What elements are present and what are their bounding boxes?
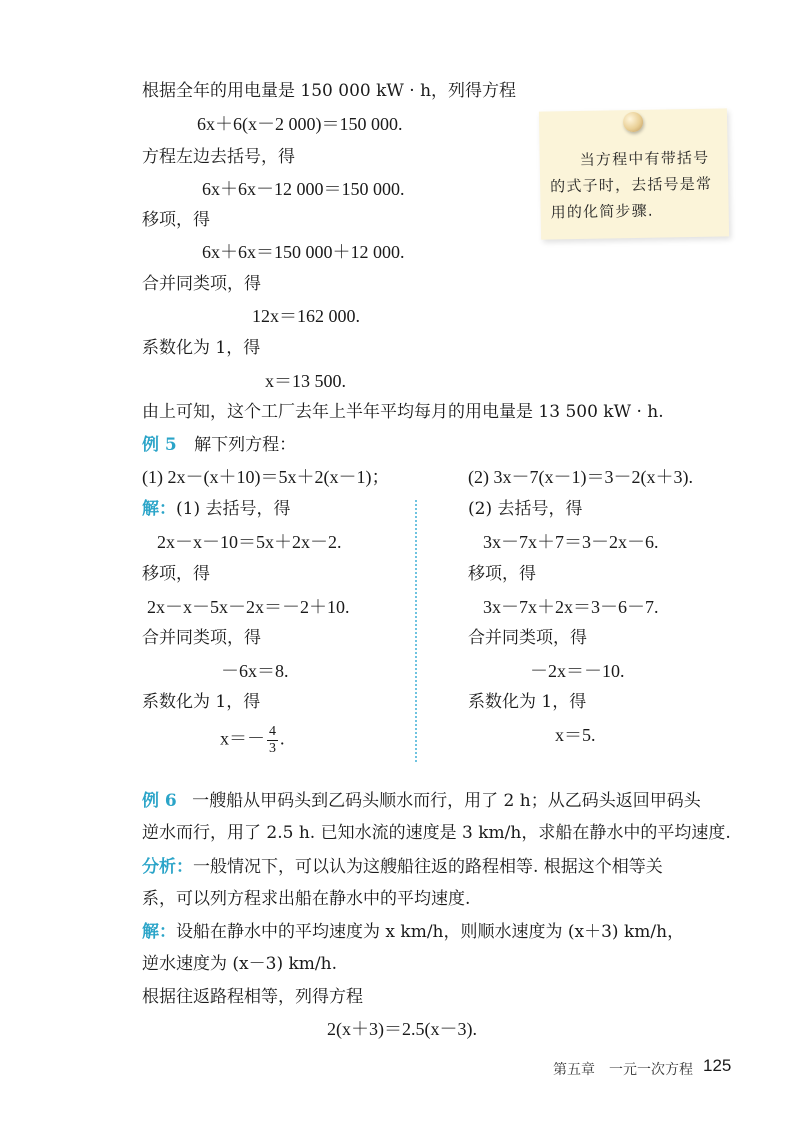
solution-line — [142, 921, 684, 943]
solution-step: (2) 去括号，得 — [468, 499, 583, 519]
step-text: (1) 去括号，得 — [176, 499, 291, 519]
solution-step: 移项，得 — [142, 564, 210, 584]
text-line: 系数化为 1，得 — [142, 338, 261, 358]
solution-step: 系数化为 1，得 — [142, 692, 261, 712]
text-line: 逆水速度为 (x－3) km/h. — [142, 954, 337, 974]
example-label: 例 5 — [142, 435, 177, 455]
fraction-denominator: 3 — [269, 741, 276, 756]
pushpin-icon — [623, 112, 643, 132]
equation: 3x－7x＋2x＝3－6－7. — [483, 597, 659, 617]
equation: 6x＋6(x－2 000)＝150 000. — [197, 114, 403, 134]
problem-1: (1) 2x－(x＋10)＝5x＋2(x－1)； — [142, 467, 390, 487]
equation: 6x＋6x－12 000＝150 000. — [202, 179, 405, 199]
equation: 2(x＋3)＝2.5(x－3). — [327, 1019, 477, 1039]
fraction-numerator: 4 — [269, 724, 276, 739]
equation: 12x＝162 000. — [252, 306, 360, 326]
equation: －2x＝－10. — [530, 661, 625, 681]
note-text: 当方程中有带括号的式子时，去括号是常用的化简步骤. — [550, 148, 713, 222]
chapter-title: 第五章 一元一次方程 — [553, 1062, 693, 1078]
text-line: 根据往返路程相等，列得方程 — [142, 987, 363, 1007]
text-line: 系，可以列方程求出船在静水中的平均速度. — [142, 889, 471, 909]
text-line: 移项，得 — [142, 210, 210, 230]
equation-fraction — [220, 724, 285, 757]
equation: 2x－x－5x－2x＝－2＋10. — [147, 597, 350, 617]
text-line: 根据全年的用电量是 150 000 kW · h，列得方程 — [142, 81, 517, 101]
fraction — [267, 724, 278, 757]
solution-label: 解： — [142, 922, 176, 942]
equation-end: . — [280, 728, 285, 749]
example-6-line — [142, 790, 701, 812]
equation: 2x－x－10＝5x＋2x－2. — [157, 532, 342, 552]
equation-lhs: x＝－ — [220, 728, 265, 749]
solution-step: 系数化为 1，得 — [468, 692, 587, 712]
solution-step — [142, 498, 290, 520]
text-line: 方程左边去括号，得 — [142, 147, 295, 167]
equation: 3x－7x＋7＝3－2x－6. — [483, 532, 659, 552]
text-line: 逆水而行，用了 2.5 h. 已知水流的速度是 3 km/h，求船在静水中的平均速度. — [142, 823, 731, 843]
text-line: 由上可知，这个工厂去年上半年平均每月的用电量是 13 500 kW · h. — [142, 402, 664, 422]
solution-step: 移项，得 — [468, 564, 536, 584]
equation: －6x＝8. — [221, 661, 289, 681]
equation: x＝5. — [555, 725, 596, 745]
analysis-label: 分析： — [142, 857, 193, 877]
solution-step: 合并同类项，得 — [142, 628, 261, 648]
example-title: 解下列方程： — [194, 435, 297, 455]
page-number: 125 — [703, 1056, 732, 1075]
equation: 6x＋6x＝150 000＋12 000. — [202, 242, 405, 262]
solution-step: 合并同类项，得 — [468, 628, 587, 648]
example-5-heading — [142, 434, 296, 456]
equation: x＝13 500. — [265, 371, 346, 391]
solution-text: 设船在静水中的平均速度为 x km/h，则顺水速度为 (x＋3) km/h， — [176, 922, 685, 942]
solution-label: 解： — [142, 499, 176, 519]
analysis-text: 一般情况下，可以认为这艘船往返的路程相等. 根据这个相等关 — [193, 857, 663, 877]
example-text: 一艘船从甲码头到乙码头顺水而行，用了 2 h；从乙码头返回甲码头 — [192, 791, 701, 811]
sticky-note — [539, 108, 729, 239]
column-divider — [415, 500, 417, 762]
text-line: 合并同类项，得 — [142, 274, 261, 294]
analysis-line — [142, 856, 663, 878]
example-label: 例 6 — [142, 791, 177, 811]
problem-2: (2) 3x－7(x－1)＝3－2(x＋3). — [468, 467, 693, 487]
